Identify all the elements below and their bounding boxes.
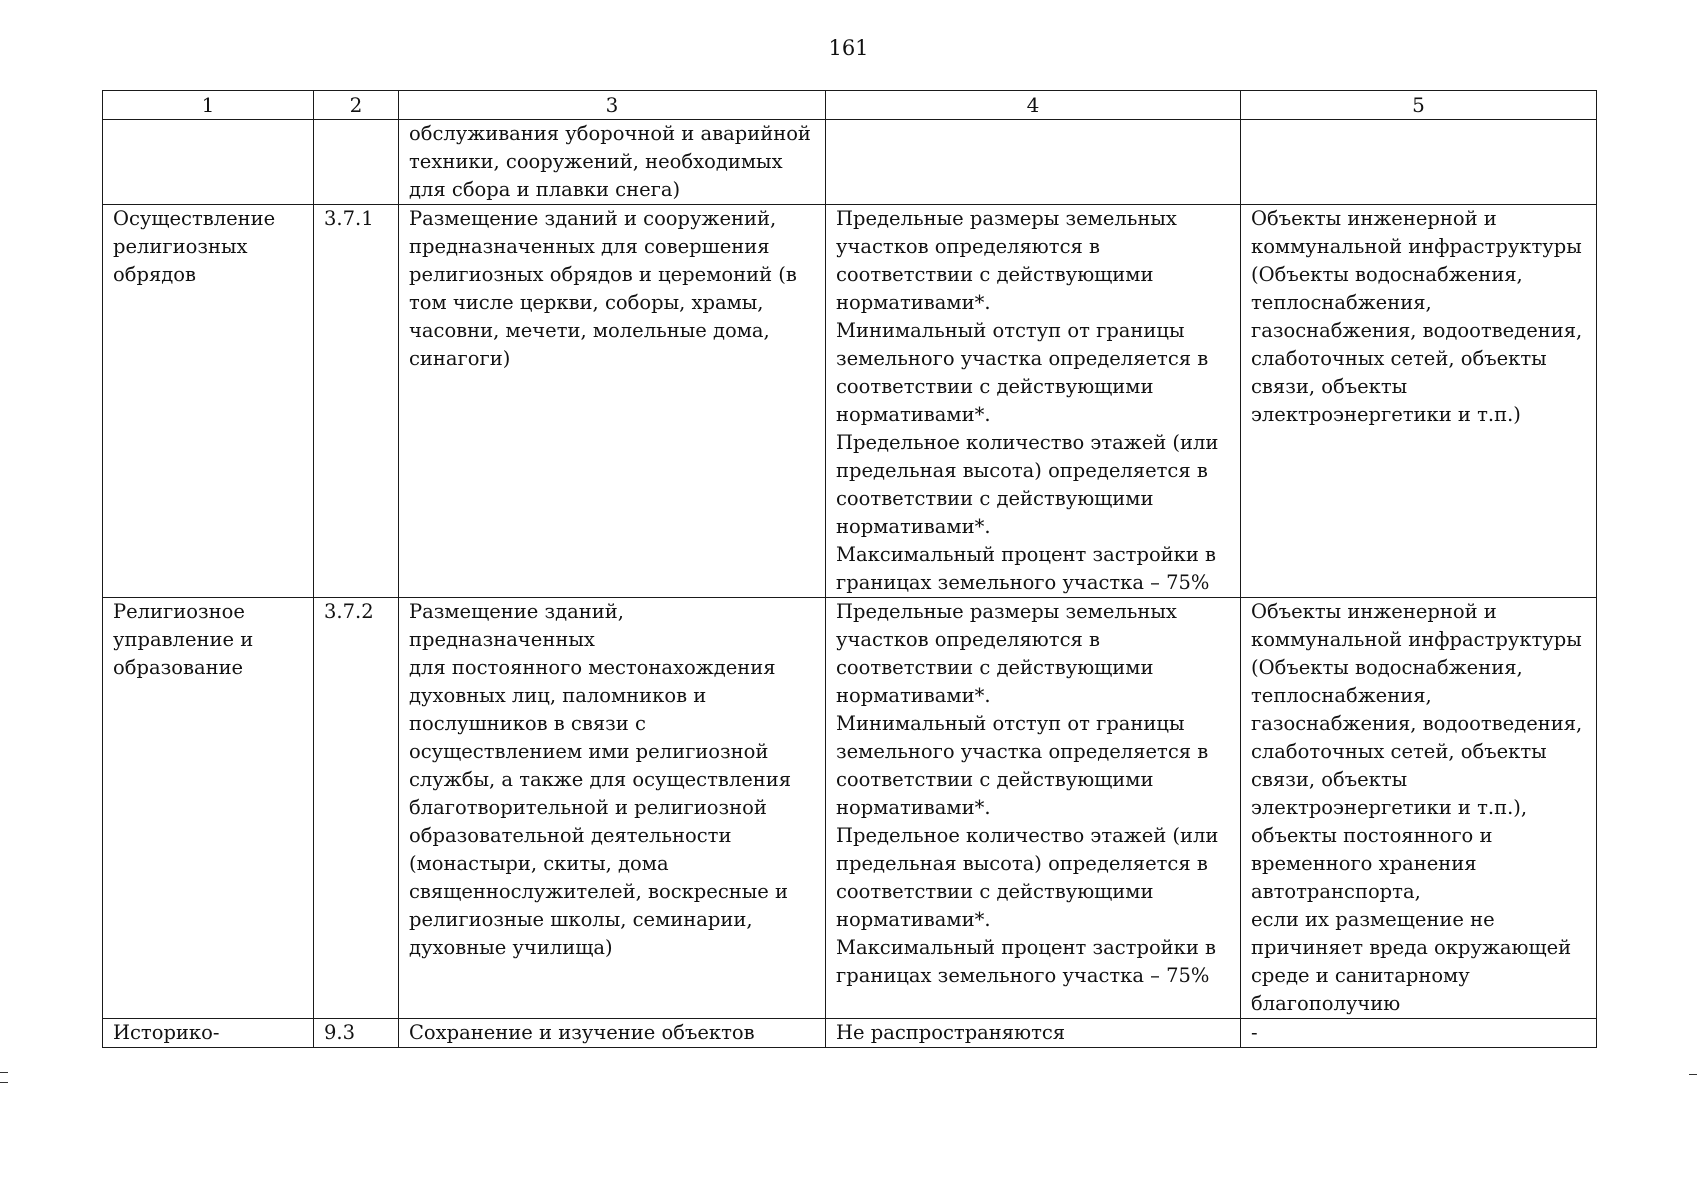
row-auxiliary: Объекты инженерной и коммунальной инфраструктуры (Объекты водоснабжения, теплоснабжения, газоснабжения, водоотведения, слаботочных сетей, объекты связи, объекты электроэнергетики и т.п.): [1241, 205, 1597, 598]
row-description: обслуживания уборочной и аварийной техники, сооружений, необходимых для сбора и плавки снега): [399, 120, 826, 205]
row-parameters: Предельные размеры земельных участков определяются в соответствии с действующими нормативами*. Минимальный отступ от границы земельного участка определяется в соответствии с действующими нормативами*. Предельное количество этажей (или предельная высота) определяется в соответствии с действующими нормативами*. Максимальный процент застройки в границах земельного участка – 75%: [826, 598, 1241, 1019]
row-name: Историко-: [103, 1019, 314, 1048]
row-name: [103, 120, 314, 205]
header-col-1: 1: [103, 91, 314, 120]
row-code: 3.7.1: [314, 205, 399, 598]
page-number: 161: [828, 36, 869, 60]
table-row: [103, 205, 1597, 598]
header-col-3: 3: [399, 91, 826, 120]
table-row: [103, 120, 1597, 205]
row-code: [314, 120, 399, 205]
row-description: Размещение зданий и сооружений, предназначенных для совершения религиозных обрядов и церемоний (в том числе церкви, соборы, храмы, часовни, мечети, молельные дома, синагоги): [399, 205, 826, 598]
row-parameters: Предельные размеры земельных участков определяются в соответствии с действующими нормативами*. Минимальный отступ от границы земельного участка определяется в соответствии с действующими нормативами*. Предельное количество этажей (или предельная высота) определяется в соответствии с действующими нормативами*. Максимальный процент застройки в границах земельного участка – 75%: [826, 205, 1241, 598]
scan-artifact-left: [0, 1082, 8, 1083]
row-auxiliary: -: [1241, 1019, 1597, 1048]
row-auxiliary: Объекты инженерной и коммунальной инфраструктуры (Объекты водоснабжения, теплоснабжения, газоснабжения, водоотведения, слаботочных сетей, объекты связи, объекты электроэнергетики и т.п.), объекты постоянного и временного хранения автотранспорта, если их размещение не причиняет вреда окружающей среде и санитарному благополучию: [1241, 598, 1597, 1019]
scan-artifact-left: [0, 1072, 8, 1073]
row-code: 3.7.2: [314, 598, 399, 1019]
table-row: [103, 598, 1597, 1019]
row-name: Осуществление религиозных обрядов: [103, 205, 314, 598]
row-description: Сохранение и изучение объектов: [399, 1019, 826, 1048]
header-row: [103, 91, 1597, 120]
row-description: Размещение зданий, предназначенных для постоянного местонахождения духовных лиц, паломников и послушников в связи с осуществлением ими религиозной службы, а также для осуществления благотворительной и религиозной образовательной деятельности (монастыри, скиты, дома священнослужителей, воскресные и религиозные школы, семинарии, духовные училища): [399, 598, 826, 1019]
row-name: Религиозное управление и образование: [103, 598, 314, 1019]
header-col-4: 4: [826, 91, 1241, 120]
row-auxiliary: [1241, 120, 1597, 205]
header-col-5: 5: [1241, 91, 1597, 120]
scan-artifact-right: [1689, 1074, 1697, 1075]
row-parameters: Не распространяются: [826, 1019, 1241, 1048]
row-parameters: [826, 120, 1241, 205]
row-code: 9.3: [314, 1019, 399, 1048]
land-use-table: [102, 90, 1597, 1048]
header-col-2: 2: [314, 91, 399, 120]
table-row: [103, 1019, 1597, 1048]
